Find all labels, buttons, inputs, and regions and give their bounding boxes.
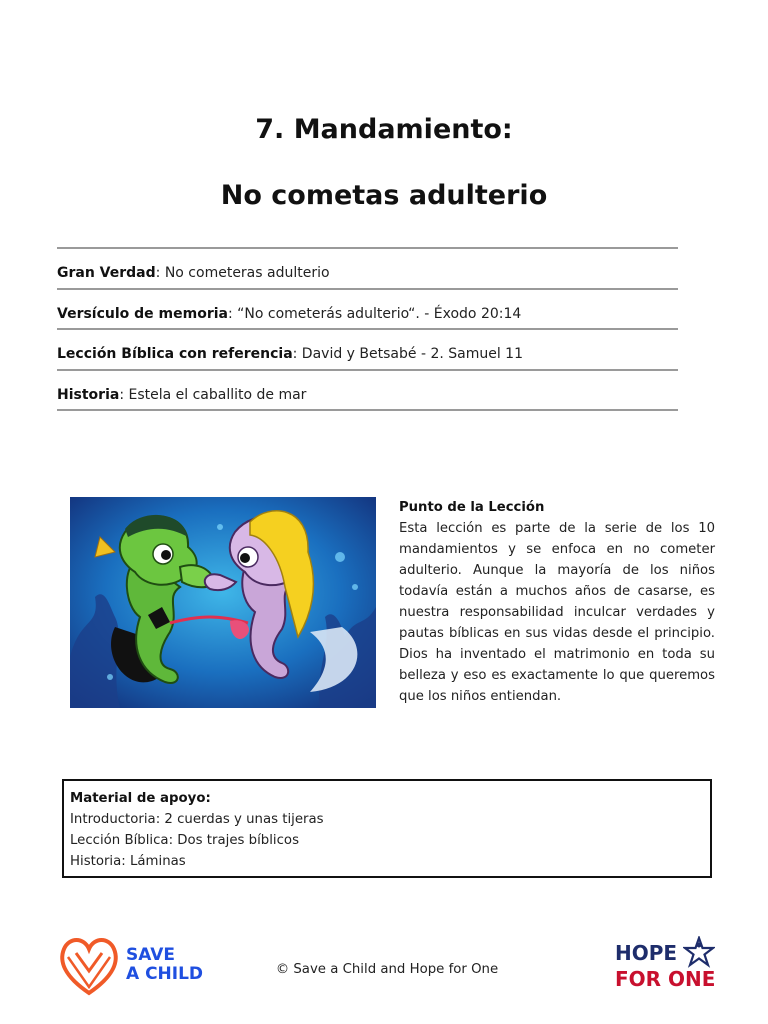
divider: [57, 369, 678, 371]
logo-right-line2: FOR ONE: [615, 967, 716, 991]
info-value: : Estela el caballito de mar: [119, 387, 307, 403]
hope-for-one-logo: [613, 936, 723, 992]
material-title: Material de apoyo:: [70, 791, 211, 806]
info-label: Versículo de memoria: [57, 306, 228, 322]
logo-left-line2: A CHILD: [126, 964, 204, 984]
logo-left-line1: SAVE: [126, 945, 176, 965]
info-value: : David y Betsabé - 2. Samuel 11: [292, 346, 523, 362]
info-row-versiculo: [57, 306, 677, 322]
star-person-icon: [683, 936, 715, 968]
copyright-text: © Save a Child and Hope for One: [275, 962, 499, 977]
page-title-line2: No cometas adulterio: [220, 180, 548, 211]
lesson-point: [399, 497, 715, 707]
divider: [57, 288, 678, 290]
info-row-historia: [57, 387, 677, 403]
info-label: Gran Verdad: [57, 265, 156, 281]
info-row-gran-verdad: [57, 265, 677, 281]
divider: [57, 247, 678, 249]
info-value: : No cometeras adulterio: [155, 265, 330, 281]
info-label: Lección Bíblica con referencia: [57, 346, 293, 362]
divider: [57, 328, 678, 330]
lesson-point-title: Punto de la Lección: [399, 500, 545, 515]
material-item: Introductoria: 2 cuerdas y unas tijeras: [70, 812, 324, 827]
material-box: [62, 779, 712, 878]
info-row-leccion: [57, 346, 677, 362]
logo-right-line1: HOPE: [615, 941, 678, 965]
seahorse-couple-illustration: [70, 497, 376, 708]
material-item: Historia: Láminas: [70, 854, 186, 869]
lesson-point-body: Esta lección es parte de la serie de los 10 mandamientos y se enfoca en no cometer adulterio. Aunque la mayoría de los niños todavía están a muchos años de casarse, es nuestra responsabilidad inculcar verdades y pautas bíblicas en sus vidas desde el principio. Dios ha inventado el matrimonio en toda su belleza y eso es exactamente lo que queremos que los niños entiendan.: [399, 521, 715, 704]
material-item: Lección Bíblica: Dos trajes bíblicos: [70, 833, 299, 848]
page-title-line1: 7. Mandamiento:: [255, 114, 513, 145]
info-value: : “No cometerás adulterio“. - Éxodo 20:14: [228, 306, 522, 322]
divider: [57, 409, 678, 411]
info-label: Historia: [57, 387, 120, 403]
